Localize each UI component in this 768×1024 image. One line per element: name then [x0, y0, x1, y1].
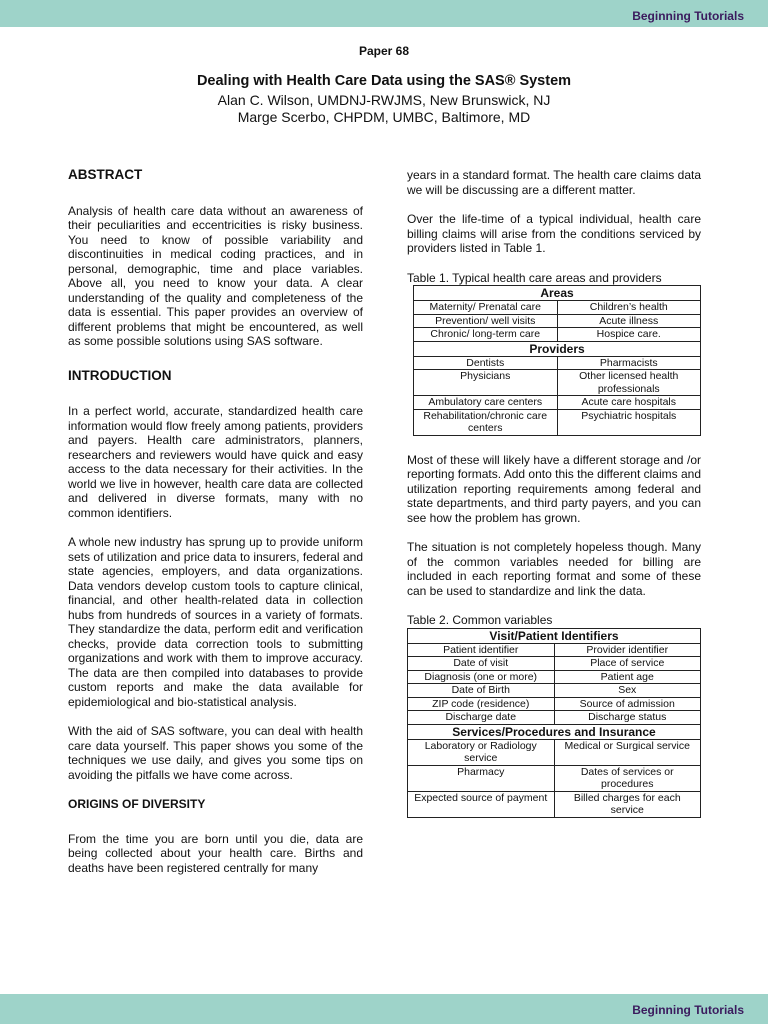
right-paragraph-3: Most of these will likely have a different storage and /or reporting formats. Add onto this the different claims and utilization reporting requirements among federal and state departments, and third party payers, and you can see how the problem has grown. [407, 452, 701, 525]
table-row [408, 643, 701, 657]
table-row [408, 670, 701, 684]
table-cell: Date of Birth [408, 684, 555, 698]
table-cell: Laboratory or Radiology service [408, 739, 555, 765]
table1-providers-header: Providers [414, 341, 701, 356]
table-row [414, 314, 701, 328]
table-row [414, 370, 701, 396]
table1-areas-header: Areas [414, 286, 701, 301]
table-cell: Provider identifier [554, 643, 701, 657]
table-cell: Acute illness [557, 314, 701, 328]
abstract-text: Analysis of health care data without an awareness of their peculiarities and eccentricities is risky business. You need to know of possible variability and discontinuities in medical coding practices, and in personal, demographic, time and place variables. Above all, you need to know your data. A clear understanding of the quality and completeness of the data is essential. This paper provides an overview of different problems that might be encountered, as well as some possible solutions using SAS software. [68, 203, 363, 348]
table1-caption: Table 1. Typical health care areas and providers [407, 270, 662, 285]
table-cell: Children’s health [557, 301, 701, 315]
table-row [408, 791, 701, 817]
paper-number: Paper 68 [358, 44, 410, 58]
right-paragraph-1: years in a standard format. The health care claims data we will be discussing are a different matter. [407, 168, 701, 197]
table-cell: Chronic/ long-term care [414, 328, 558, 342]
table-cell: Physicians [414, 370, 558, 396]
left-column [68, 168, 363, 890]
table-cell: Rehabilitation/chronic care centers [414, 409, 558, 435]
table2-visit-header: Visit/Patient Identifiers [408, 628, 701, 643]
table-cell: Acute care hospitals [557, 396, 701, 410]
author-1: Alan C. Wilson, UMDNJ-RWJMS, New Brunswick, NJ [217, 92, 551, 108]
origins-text: From the time you are born until you die, data are being collected about your health care. Births and deaths have been registered centrally for many [68, 831, 363, 875]
table-cell: Other licensed health professionals [557, 370, 701, 396]
table-cell: Expected source of payment [408, 791, 555, 817]
table2-services-header: Services/Procedures and Insurance [408, 724, 701, 739]
table-cell: Date of visit [408, 657, 555, 671]
table-cell: Maternity/ Prenatal care [414, 301, 558, 315]
author-2: Marge Scerbo, CHPDM, UMBC, Baltimore, MD [237, 109, 531, 125]
table-cell: Billed charges for each service [554, 791, 701, 817]
table-row [414, 356, 701, 370]
header-label: Beginning Tutorials [632, 9, 744, 23]
table2 [407, 628, 701, 818]
table-cell: Patient age [554, 670, 701, 684]
table-row [414, 328, 701, 342]
table-cell: Psychiatric hospitals [557, 409, 701, 435]
table-cell: Pharmacy [408, 765, 555, 791]
table-cell: Hospice care. [557, 328, 701, 342]
table-cell: Source of admission [554, 697, 701, 711]
table-cell: Pharmacists [557, 356, 701, 370]
introduction-heading: INTRODUCTION [68, 367, 172, 383]
table-cell: Diagnosis (one or more) [408, 670, 555, 684]
origins-heading: ORIGINS OF DIVERSITY [68, 797, 206, 811]
table-row [408, 711, 701, 725]
table-row [408, 684, 701, 698]
footer-bar [0, 994, 768, 1024]
footer-label: Beginning Tutorials [632, 1003, 744, 1017]
table-cell: Dates of services or procedures [554, 765, 701, 791]
intro-paragraph-3: With the aid of SAS software, you can deal with health care data yourself. This paper shows you some of the techniques we use daily, and gives you some tips on avoiding the pitfalls we have come across. [68, 724, 363, 782]
abstract-heading: ABSTRACT [68, 167, 143, 182]
table-cell: Patient identifier [408, 643, 555, 657]
table-cell: Discharge date [408, 711, 555, 725]
table-cell: Discharge status [554, 711, 701, 725]
intro-paragraph-1: In a perfect world, accurate, standardized health care information would flow freely among patients, providers and payers. Health care administrators, planners, researchers and reviewers would have quick and easy access to the data necessary for their activities. In the world we live in however, health care data are collected and delivered in diverse formats, many with no common identifiers. [68, 404, 363, 520]
table-cell: Ambulatory care centers [414, 396, 558, 410]
table-row [414, 409, 701, 435]
right-paragraph-4: The situation is not completely hopeless though. Many of the common variables needed for billing are included in each reporting format and some of these can be used to standardize and link the data. [407, 540, 701, 598]
intro-paragraph-2: A whole new industry has sprung up to provide uniform sets of utilization and price data to insurers, federal and state agencies, employers, and data organizations. Data vendors develop custom tools to capture clinical, financial, and other health-related data in collection hubs from hundreds of sources in a variety of formats. They standardize the data, perform edit and verification checks, provide data correction tools to submitting organizations and work with them to improve accuracy. The data are then compiled into databases to provide custom reports and make the data available for epidemiological and bio-statistical analysis. [68, 535, 363, 709]
right-paragraph-2: Over the life-time of a typical individual, health care billing claims will arise from the conditions serviced by providers listed in Table 1. [407, 212, 701, 255]
table-row [408, 657, 701, 671]
table-cell: Prevention/ well visits [414, 314, 558, 328]
table2-caption: Table 2. Common variables [407, 613, 553, 627]
right-column [407, 168, 701, 818]
paper-title: Dealing with Health Care Data using the SAS® System [196, 73, 572, 89]
table-cell: Medical or Surgical service [554, 739, 701, 765]
table-cell: Dentists [414, 356, 558, 370]
table-cell: Sex [554, 684, 701, 698]
table-row [408, 697, 701, 711]
table-row [414, 396, 701, 410]
table-row [414, 301, 701, 315]
table-row [408, 765, 701, 791]
table1 [413, 285, 701, 436]
table-cell: ZIP code (residence) [408, 697, 555, 711]
header-bar [0, 0, 768, 27]
table-row [408, 739, 701, 765]
table-cell: Place of service [554, 657, 701, 671]
